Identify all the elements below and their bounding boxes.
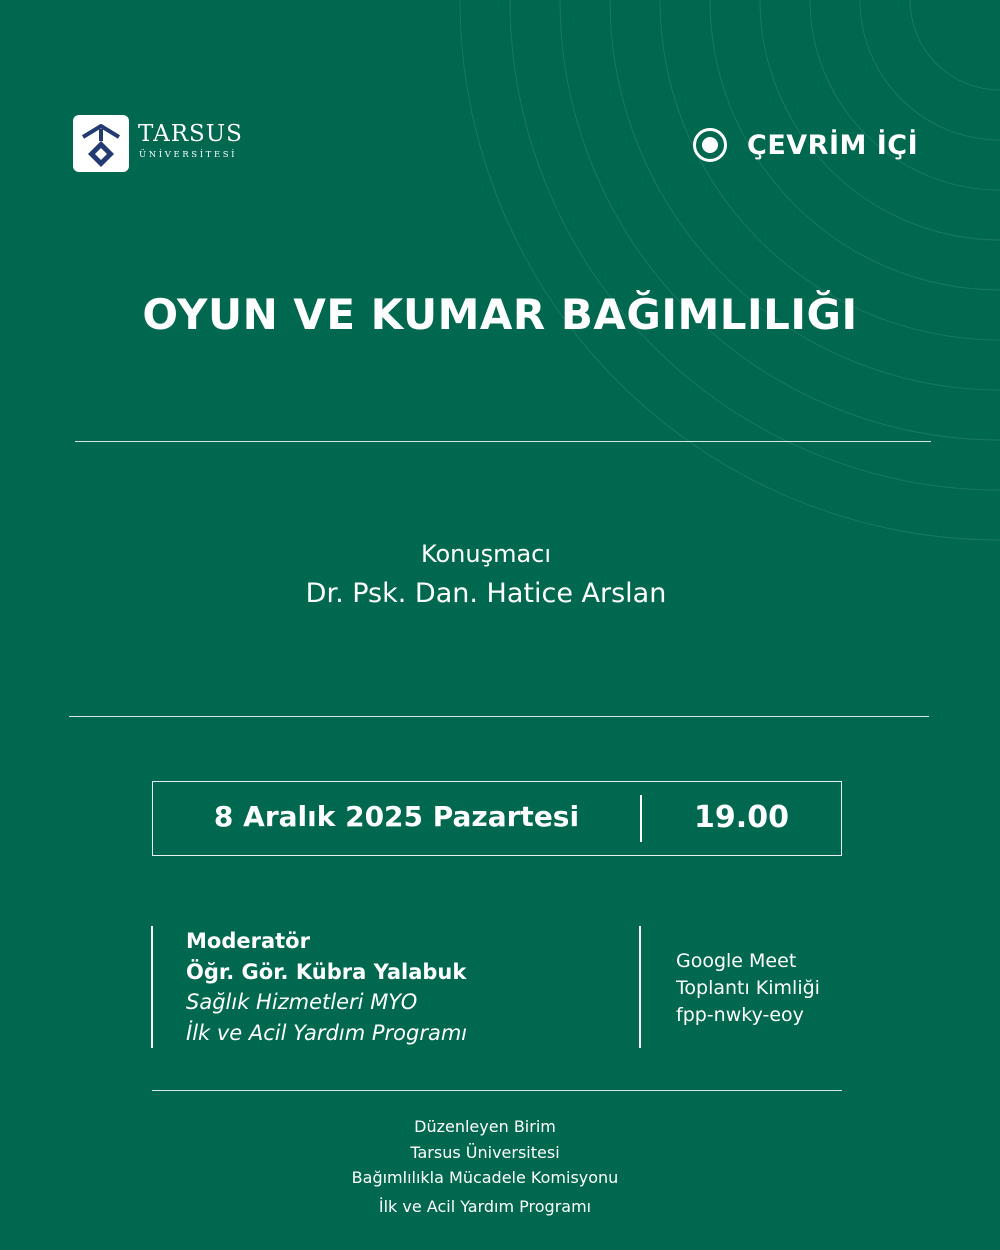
university-subtitle: ÜNİVERSİTESİ: [139, 150, 238, 160]
organizer-university: Tarsus Üniversitesi: [410, 1142, 560, 1162]
tarsus-emblem-icon: [73, 115, 129, 172]
moderator-left-bar: [151, 926, 153, 1048]
meeting-block: [676, 948, 820, 1029]
online-status: [692, 127, 918, 163]
organizer-block: [0, 1114, 970, 1219]
online-status-label: ÇEVRİM İÇİ: [747, 129, 919, 161]
middle-divider: [69, 716, 929, 717]
moderator-unit: Sağlık Hizmetleri MYO: [186, 990, 418, 1014]
radio-dot-icon: [692, 127, 728, 163]
speaker-name: Dr. Psk. Dan. Hatice Arslan: [305, 578, 667, 609]
organizer-label: Düzenleyen Birim: [414, 1117, 556, 1136]
event-time: 19.00: [694, 800, 789, 835]
bottom-divider: [152, 1090, 842, 1091]
moderator-program: İlk ve Acil Yardım Programı: [186, 1020, 468, 1045]
meeting-id-label: Toplantı Kimliği: [676, 977, 820, 999]
schedule-box: [152, 781, 842, 856]
meeting-id[interactable]: fpp-nwky-eoy: [676, 1004, 804, 1026]
organizer-program: İlk ve Acil Yardım Programı: [378, 1196, 592, 1216]
meeting-separator: [639, 926, 641, 1048]
moderator-name: Öğr. Gör. Kübra Yalabuk: [186, 959, 467, 984]
meeting-platform: Google Meet: [676, 950, 797, 972]
university-logo-mark: [73, 115, 129, 172]
speaker-label: Konuşmacı: [420, 540, 552, 568]
top-divider: [75, 441, 931, 442]
university-name: TARSUS: [138, 121, 243, 147]
event-date: 8 Aralık 2025 Pazartesi: [213, 800, 580, 833]
moderator-label: Moderatör: [186, 929, 310, 953]
organizer-commission: Bağımlılıkla Mücadele Komisyonu: [351, 1168, 619, 1187]
moderator-block: [186, 926, 467, 1048]
event-title: OYUN VE KUMAR BAĞIMLILIĞI: [142, 290, 858, 339]
